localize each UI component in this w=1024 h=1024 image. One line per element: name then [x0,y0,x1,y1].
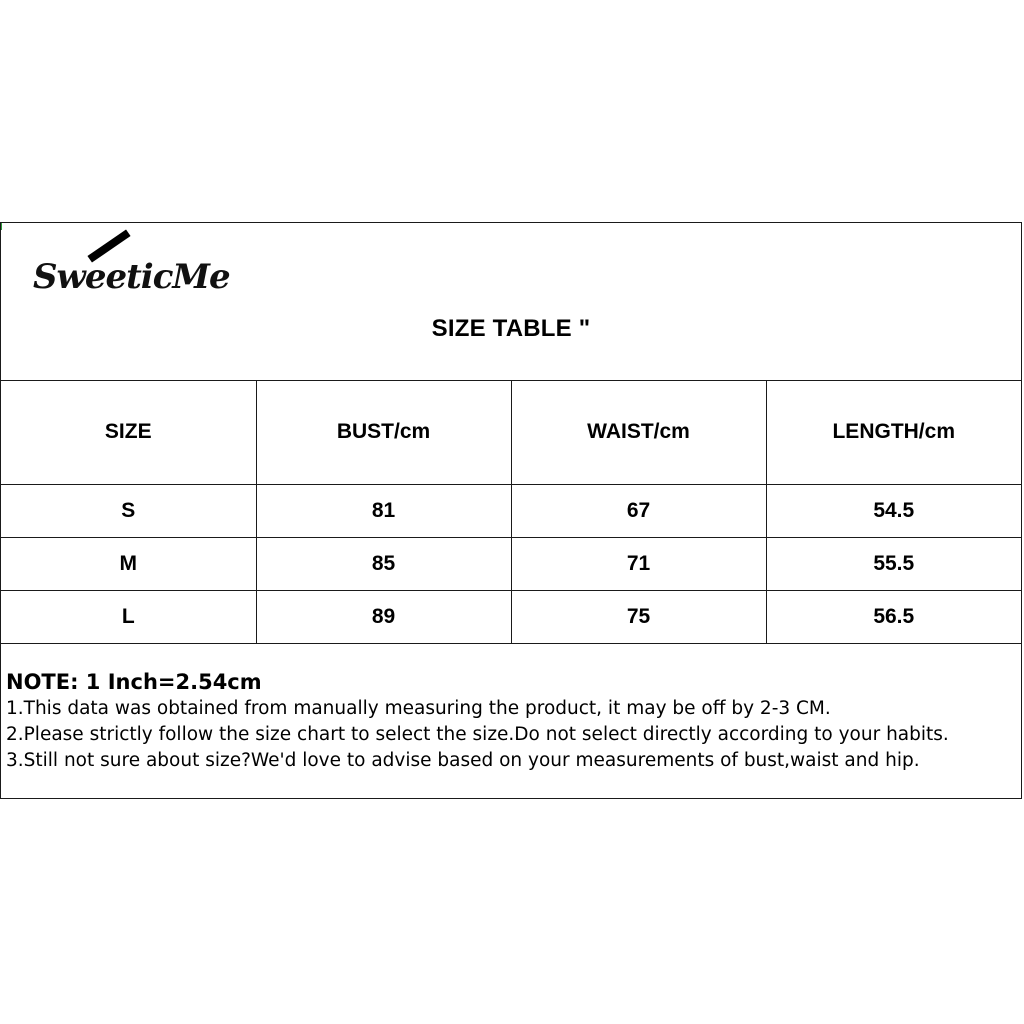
cell-bust: 85 [256,538,511,591]
size-chart-sheet [0,222,1022,799]
cell-size: L [1,591,256,644]
cell-bust: 89 [256,591,511,644]
note-title: NOTE: 1 Inch=2.54cm [6,670,262,694]
table-row [1,485,1021,538]
cell-length: 54.5 [766,485,1021,538]
cell-length: 56.5 [766,591,1021,644]
brand-logo [31,227,230,297]
cell-bust: 81 [256,485,511,538]
note-line-3: 3.Still not sure about size?We'd love to advise based on your measurements of bust,waist and hip. [6,750,920,771]
notes-section [6,668,1016,774]
column-header-bust: BUST/cm [256,380,511,485]
cell-length: 55.5 [766,538,1021,591]
column-header-size: SIZE [1,380,256,485]
table-row [1,538,1021,591]
logo-text: SweeticMe [33,257,230,297]
table-row [1,591,1021,644]
cell-waist: 75 [511,591,766,644]
table-header-row [1,380,1021,485]
column-header-length: LENGTH/cm [766,380,1021,485]
size-table [1,380,1021,644]
cell-size: S [1,485,256,538]
cell-waist: 67 [511,485,766,538]
note-line-2: 2.Please strictly follow the size chart to select the size.Do not select directly according to your habits. [6,724,949,745]
note-line-1: 1.This data was obtained from manually measuring the product, it may be off by 2-3 CM. [6,698,831,719]
cell-size: M [1,538,256,591]
column-header-waist: WAIST/cm [511,380,766,485]
cell-waist: 71 [511,538,766,591]
page-title: SIZE TABLE " [431,315,591,342]
size-chart-header [1,223,1021,381]
